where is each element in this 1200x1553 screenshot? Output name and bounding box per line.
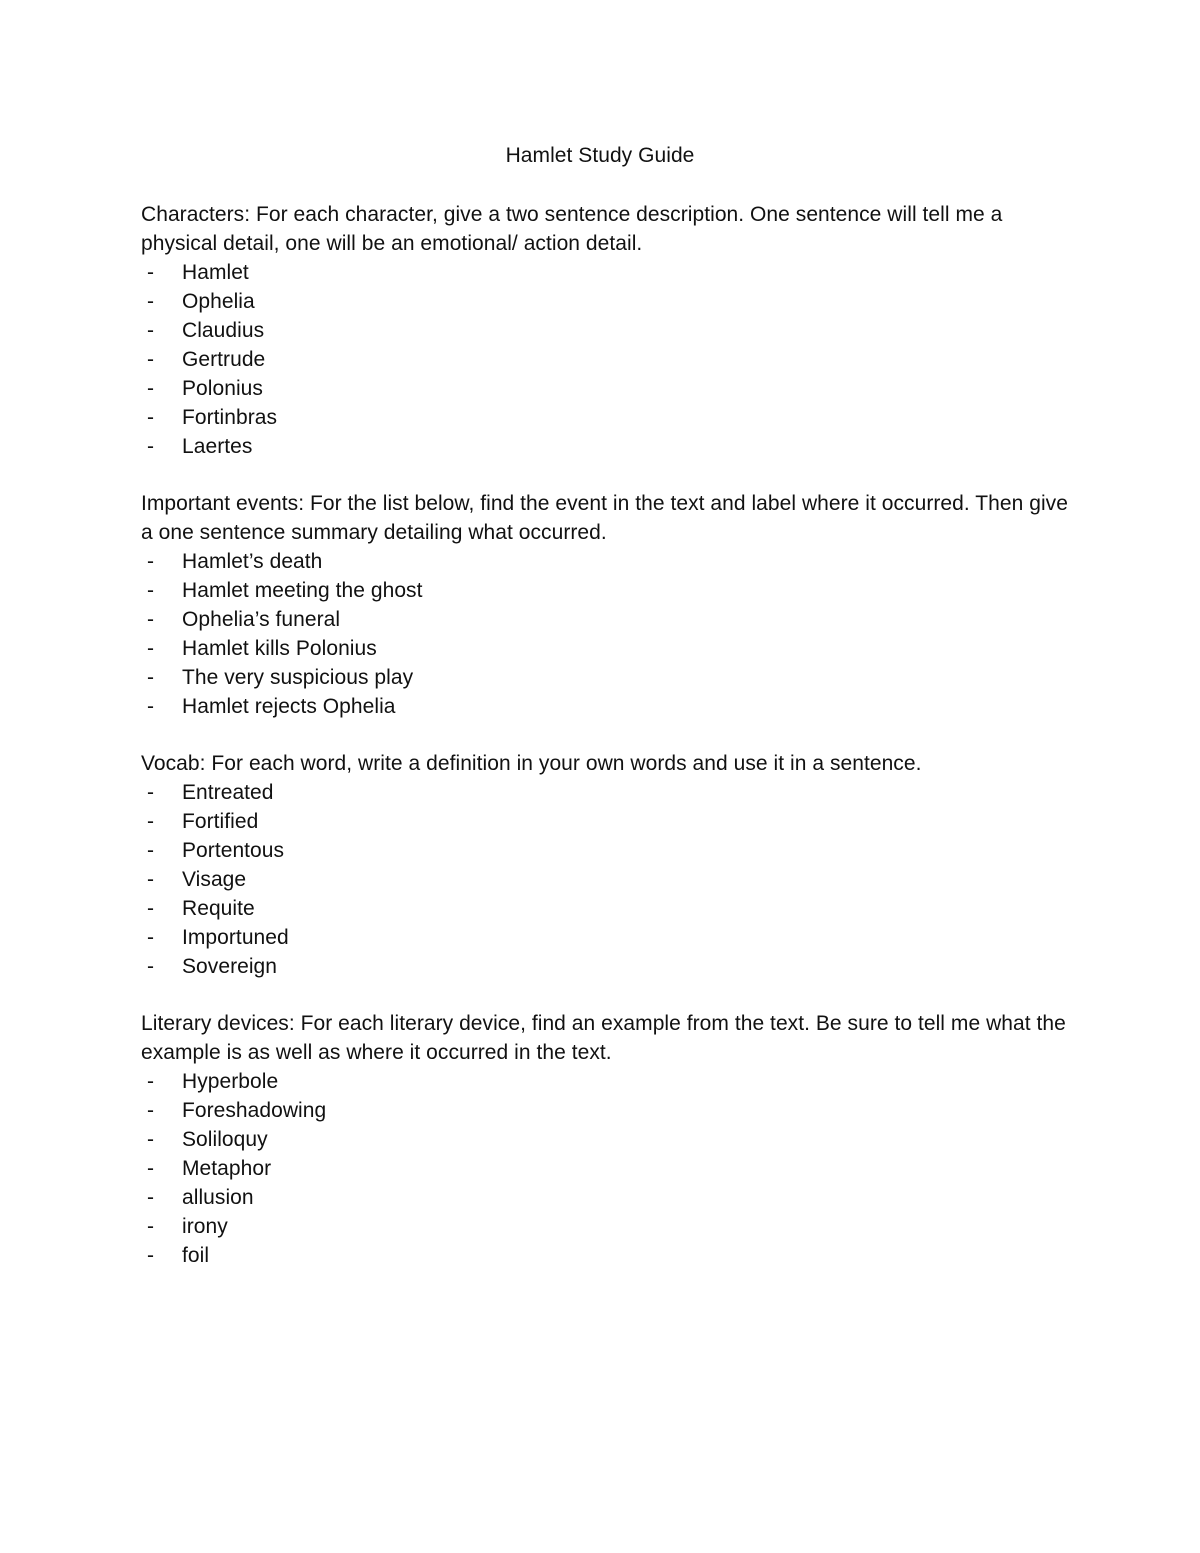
list-item-label: foil — [182, 1244, 210, 1267]
list-item — [141, 1212, 1081, 1241]
dash-bullet: - — [147, 695, 155, 718]
list-item-label: Ophelia’s funeral — [182, 608, 341, 631]
dash-bullet: - — [147, 1244, 155, 1267]
dash-bullet: - — [147, 637, 155, 660]
list-item — [141, 778, 1081, 807]
dash-bullet: - — [147, 435, 155, 458]
list-item-label: Hamlet’s death — [182, 550, 323, 573]
dash-bullet: - — [147, 897, 155, 920]
list-item — [141, 807, 1081, 836]
list-item-label: Hyperbole — [182, 1070, 279, 1093]
list-item-label: Hamlet — [182, 261, 249, 284]
list-item-label: Hamlet meeting the ghost — [182, 579, 423, 602]
list-item — [141, 1154, 1081, 1183]
list-item — [141, 1125, 1081, 1154]
list-item — [141, 634, 1081, 663]
list-item — [141, 1241, 1081, 1270]
list-item-label: Hamlet kills Polonius — [182, 637, 377, 660]
dash-bullet: - — [147, 579, 155, 602]
vocab-list — [141, 778, 1081, 981]
list-item — [141, 1183, 1081, 1212]
section-important-events — [141, 489, 1081, 721]
events-list — [141, 547, 1081, 721]
section-instructions: Literary devices: For each literary device, find an example from the text. Be sure to tell me what the example is as well as where it occurred in the text. — [141, 1012, 1066, 1064]
list-item — [141, 894, 1081, 923]
dash-bullet: - — [147, 1215, 155, 1238]
list-item — [141, 663, 1081, 692]
list-item — [141, 692, 1081, 721]
list-item — [141, 836, 1081, 865]
section-vocab — [141, 749, 1081, 981]
dash-bullet: - — [147, 550, 155, 573]
list-item-label: Claudius — [182, 319, 265, 342]
character-list — [141, 258, 1081, 461]
list-item-label: Foreshadowing — [182, 1099, 327, 1122]
list-item — [141, 923, 1081, 952]
section-literary-devices — [141, 1009, 1081, 1270]
list-item-label: Ophelia — [182, 290, 255, 313]
list-item — [141, 865, 1081, 894]
list-item-label: Metaphor — [182, 1157, 272, 1180]
list-item — [141, 1067, 1081, 1096]
document-title: Hamlet Study Guide — [505, 144, 695, 167]
list-item-label: irony — [182, 1215, 228, 1238]
dash-bullet: - — [147, 955, 155, 978]
list-item-label: Soliloquy — [182, 1128, 268, 1151]
list-item — [141, 605, 1081, 634]
section-instructions: Vocab: For each word, write a definition in your own words and use it in a sentence. — [141, 752, 922, 775]
dash-bullet: - — [147, 608, 155, 631]
dash-bullet: - — [147, 1099, 155, 1122]
list-item — [141, 432, 1081, 461]
dash-bullet: - — [147, 406, 155, 429]
list-item-label: Polonius — [182, 377, 263, 400]
section-characters — [141, 200, 1081, 461]
dash-bullet: - — [147, 290, 155, 313]
dash-bullet: - — [147, 1070, 155, 1093]
list-item-label: Entreated — [182, 781, 274, 804]
dash-bullet: - — [147, 319, 155, 342]
literary-devices-list — [141, 1067, 1081, 1270]
dash-bullet: - — [147, 1128, 155, 1151]
list-item — [141, 345, 1081, 374]
list-item — [141, 576, 1081, 605]
list-item — [141, 1096, 1081, 1125]
list-item-label: Requite — [182, 897, 255, 920]
list-item-label: allusion — [182, 1186, 254, 1209]
dash-bullet: - — [147, 348, 155, 371]
list-item-label: Sovereign — [182, 955, 278, 978]
list-item — [141, 547, 1081, 576]
dash-bullet: - — [147, 261, 155, 284]
document-page — [141, 140, 1081, 1298]
list-item — [141, 952, 1081, 981]
dash-bullet: - — [147, 781, 155, 804]
list-item — [141, 403, 1081, 432]
list-item-label: Importuned — [182, 926, 289, 949]
list-item-label: Visage — [182, 868, 247, 891]
dash-bullet: - — [147, 666, 155, 689]
dash-bullet: - — [147, 1157, 155, 1180]
list-item — [141, 258, 1081, 287]
dash-bullet: - — [147, 810, 155, 833]
dash-bullet: - — [147, 377, 155, 400]
list-item-label: Gertrude — [182, 348, 266, 371]
section-instructions: Important events: For the list below, find the event in the text and label where it occurred. Then give a one sentence summary detailing what occurred. — [141, 492, 1068, 544]
list-item — [141, 374, 1081, 403]
dash-bullet: - — [147, 839, 155, 862]
list-item-label: Portentous — [182, 839, 285, 862]
list-item-label: The very suspicious play — [182, 666, 414, 689]
dash-bullet: - — [147, 926, 155, 949]
dash-bullet: - — [147, 1186, 155, 1209]
list-item-label: Laertes — [182, 435, 253, 458]
dash-bullet: - — [147, 868, 155, 891]
list-item — [141, 316, 1081, 345]
list-item-label: Hamlet rejects Ophelia — [182, 695, 396, 718]
section-instructions: Characters: For each character, give a two sentence description. One sentence will tell me a physical detail, one will be an emotional/ action detail. — [141, 203, 1003, 255]
list-item-label: Fortinbras — [182, 406, 278, 429]
list-item — [141, 287, 1081, 316]
list-item-label: Fortified — [182, 810, 259, 833]
